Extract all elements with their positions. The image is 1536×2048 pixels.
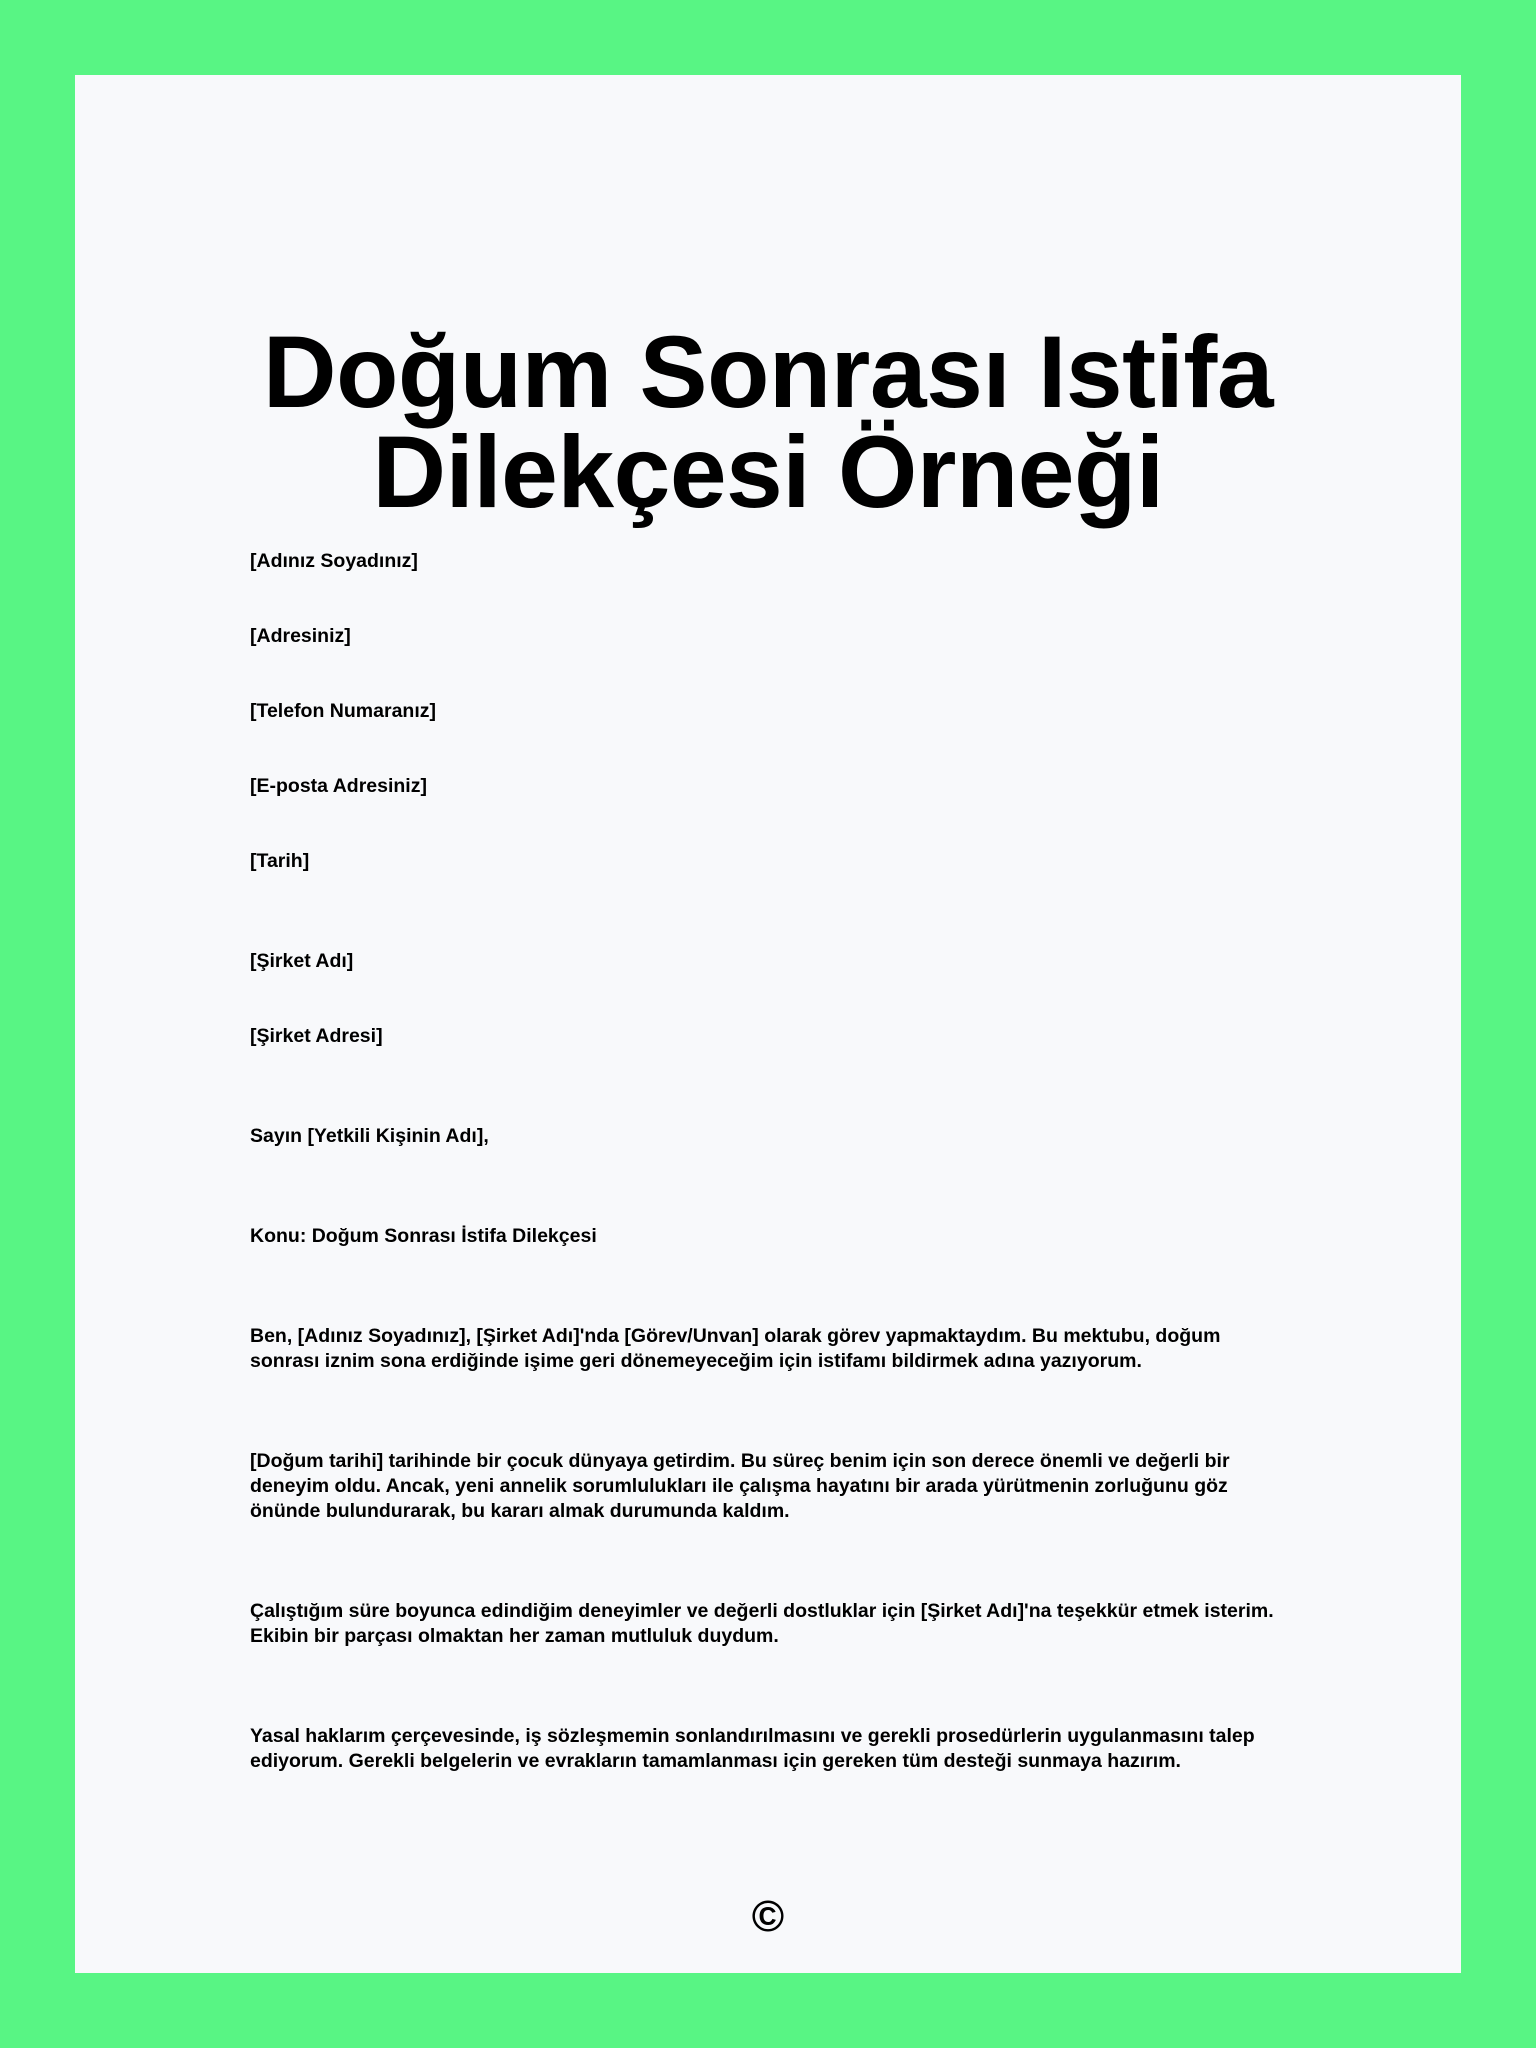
recipient-company-address: [Şirket Adresi] [250,1025,383,1047]
body-paragraph: Ben, [Adınız Soyadınız], [Şirket Adı]'nda [Görev/Unvan] olarak görev yapmaktaydım. Bu mektubu, doğum sonrası iznim sona erdiğinde işime geri dönemeyeceğim için istifamı bildirmek adına yazıyorum. [250,1325,1221,1372]
sender-name: [Adınız Soyadınız] [250,550,418,572]
recipient-company-name: [Şirket Adı] [250,950,354,972]
letter-date: [Tarih] [250,850,310,872]
body-paragraph: [Doğum tarihi] tarihinde bir çocuk dünyaya getirdim. Bu süreç benim için son derece önemli ve değerli bir deneyim oldu. Ancak, yeni annelik sorumlulukları ile çalışma hayatını bir arada yürütmenin zorluğunu göz önünde bulundurarak, bu kararı almak durumunda kaldım. [250,1450,1230,1522]
document-page [75,75,1461,1973]
subject-line: Konu: Doğum Sonrası İstifa Dilekçesi [250,1225,597,1247]
copyright-icon: © [751,1892,785,1941]
sender-email: [E-posta Adresiniz] [250,775,427,797]
sender-phone: [Telefon Numaranız] [250,700,436,722]
salutation: Sayın [Yetkili Kişinin Adı], [250,1125,489,1147]
sender-address: [Adresiniz] [250,625,351,647]
body-paragraph: Çalıştığım süre boyunca edindiğim deneyimler ve değerli dostluklar için [Şirket Adı]'na teşekkür etmek isterim. Ekibin bir parçası olmaktan her zaman mutluluk duydum. [250,1600,1274,1647]
body-paragraph: Yasal haklarım çerçevesinde, iş sözleşmemin sonlandırılmasını ve gerekli prosedürlerin uygulanmasını talep ediyorum. Gerekli belgelerin ve evrakların tamamlanması için gereken tüm desteği sunmaya hazırım. [250,1725,1255,1772]
document-title: Doğum Sonrası Istifa Dilekçesi Örneği [262,315,1274,529]
